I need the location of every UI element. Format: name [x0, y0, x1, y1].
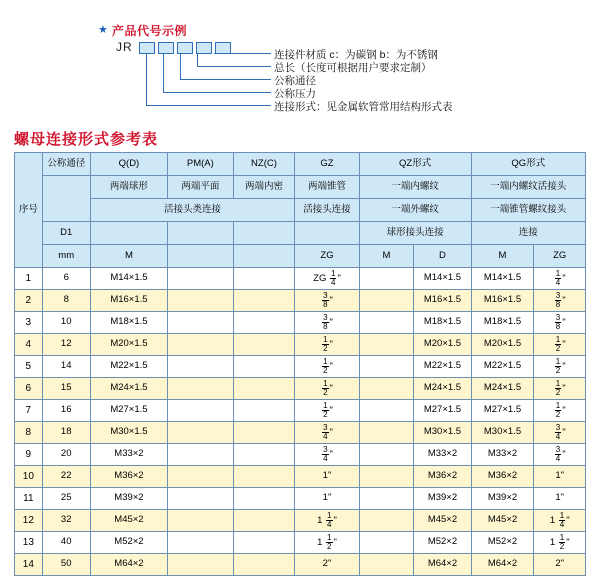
row-nz [233, 312, 295, 334]
row-pm [168, 268, 234, 290]
table-body [15, 268, 586, 576]
row-qg-m: M20×1.5 [471, 334, 534, 356]
row-pm [168, 356, 234, 378]
row-dn: 20 [42, 444, 90, 466]
row-pm [168, 466, 234, 488]
row-pm [168, 532, 234, 554]
row-qg-zg: $\frac{1}{2}$ " [534, 400, 586, 422]
row-nz [233, 290, 295, 312]
row-qz-m [359, 466, 414, 488]
row-gz: $\frac{1}{2}$ " [295, 334, 359, 356]
header-dn-label: 公称通径 [42, 153, 90, 176]
header-gz-desc: 两端锥管 [295, 176, 359, 199]
header-seq: 序号 [15, 153, 43, 268]
row-qg-zg: 1" [534, 488, 586, 510]
row-qg-m: M30×1.5 [471, 422, 534, 444]
row-nz [233, 444, 295, 466]
row-qz-d: M52×2 [414, 532, 471, 554]
row-seq: 3 [15, 312, 43, 334]
row-qz-m [359, 532, 414, 554]
row-qg-zg: 1 $\frac{1}{2}$ " [534, 532, 586, 554]
row-nz [233, 510, 295, 532]
header-group-qg: QG形式 [471, 153, 585, 176]
row-qz-d: M39×2 [414, 488, 471, 510]
row-qz-m [359, 334, 414, 356]
row-qz-d: M16×1.5 [414, 290, 471, 312]
row-qg-m: M14×1.5 [471, 268, 534, 290]
row-qg-m: M52×2 [471, 532, 534, 554]
row-qg-m: M16×1.5 [471, 290, 534, 312]
row-qz-d: M14×1.5 [414, 268, 471, 290]
row-gz: $\frac{3}{8}$ " [295, 290, 359, 312]
table-row [15, 290, 586, 312]
table-row [15, 488, 586, 510]
row-dn: 22 [42, 466, 90, 488]
legend-nominal-diameter: 公称通径 [274, 75, 316, 87]
header-qg-connection: 连接 [471, 222, 585, 245]
row-qd: M30×1.5 [90, 422, 167, 444]
row-dn: 16 [42, 400, 90, 422]
table-head [15, 153, 586, 268]
header-col-m2: M [359, 245, 414, 268]
row-dn: 10 [42, 312, 90, 334]
row-qz-d: M36×2 [414, 466, 471, 488]
legend-nominal-pressure: 公称压力 [274, 88, 316, 100]
header-qd-desc: 两端球形 [90, 176, 167, 199]
table-row [15, 268, 586, 290]
row-dn: 18 [42, 422, 90, 444]
row-qz-d: M22×1.5 [414, 356, 471, 378]
header-qz-ball-connection: 球形接头连接 [359, 222, 471, 245]
row-qd: M27×1.5 [90, 400, 167, 422]
table-row [15, 510, 586, 532]
nut-connection-table [14, 152, 586, 576]
row-gz: 1 $\frac{1}{2}$ " [295, 532, 359, 554]
row-qz-d: M33×2 [414, 444, 471, 466]
row-pm [168, 290, 234, 312]
row-qd: M24×1.5 [90, 378, 167, 400]
row-pm [168, 312, 234, 334]
row-qd: M33×2 [90, 444, 167, 466]
row-dn: 25 [42, 488, 90, 510]
row-qg-m: M45×2 [471, 510, 534, 532]
row-qg-m: M27×1.5 [471, 400, 534, 422]
row-qg-m: M64×2 [471, 554, 534, 576]
row-qd: M16×1.5 [90, 290, 167, 312]
header-unit: mm [42, 245, 90, 268]
table-row [15, 444, 586, 466]
row-qg-m: M36×2 [471, 466, 534, 488]
row-dn: 14 [42, 356, 90, 378]
row-gz: $\frac{3}{4}$ " [295, 444, 359, 466]
header-group-gz: GZ [295, 153, 359, 176]
legend-material: 连接件材质 c：为碳钢 b：为不锈钢 [274, 49, 438, 61]
header-d1-label: D1 [42, 222, 90, 245]
row-pm [168, 488, 234, 510]
header-blank-3 [233, 222, 295, 245]
row-gz: 1 $\frac{1}{4}$ " [295, 510, 359, 532]
row-qd: M45×2 [90, 510, 167, 532]
row-seq: 10 [15, 466, 43, 488]
legend-total-length: 总长（长度可根据用户要求定制） [274, 62, 432, 74]
row-qz-m [359, 422, 414, 444]
row-qd: M14×1.5 [90, 268, 167, 290]
row-qz-d: M64×2 [414, 554, 471, 576]
table-row [15, 532, 586, 554]
leader-line-4-h [163, 92, 271, 93]
row-dn: 8 [42, 290, 90, 312]
row-qz-m [359, 268, 414, 290]
table-row [15, 356, 586, 378]
row-dn: 12 [42, 334, 90, 356]
row-seq: 1 [15, 268, 43, 290]
row-nz [233, 378, 295, 400]
row-qg-m: M33×2 [471, 444, 534, 466]
row-seq: 14 [15, 554, 43, 576]
header-col-blank-pm [168, 245, 234, 268]
leader-line-1-h [214, 53, 271, 54]
table-row [15, 400, 586, 422]
row-pm [168, 444, 234, 466]
row-qd: M36×2 [90, 466, 167, 488]
leader-line-4 [163, 53, 164, 92]
row-pm [168, 334, 234, 356]
row-qg-zg: $\frac{3}{8}$ " [534, 290, 586, 312]
header-col-zg2: ZG [534, 245, 586, 268]
row-qg-m: M18×1.5 [471, 312, 534, 334]
row-qz-d: M27×1.5 [414, 400, 471, 422]
leader-line-3 [180, 53, 181, 79]
table-row [15, 378, 586, 400]
table-row [15, 334, 586, 356]
row-dn: 32 [42, 510, 90, 532]
row-qd: M64×2 [90, 554, 167, 576]
row-nz [233, 554, 295, 576]
header-blank-1 [90, 222, 167, 245]
row-qg-zg: $\frac{1}{2}$ " [534, 334, 586, 356]
row-qd: M52×2 [90, 532, 167, 554]
row-qd: M22×1.5 [90, 356, 167, 378]
star-icon: ★ [98, 24, 108, 36]
diagram-title: 产品代号示例 [112, 24, 188, 38]
table-row [15, 422, 586, 444]
row-qg-zg: $\frac{1}{2}$ " [534, 378, 586, 400]
header-dn-blank [42, 176, 90, 222]
header-qg-thread: 一端锥管螺纹接头 [471, 199, 585, 222]
header-qz-thread: 一端外螺纹 [359, 199, 471, 222]
row-nz [233, 532, 295, 554]
row-seq: 13 [15, 532, 43, 554]
row-gz: 1" [295, 488, 359, 510]
header-col-blank-nz [233, 245, 295, 268]
row-pm [168, 400, 234, 422]
row-nz [233, 488, 295, 510]
row-qz-d: M20×1.5 [414, 334, 471, 356]
header-gz-connection: 活接头连接 [295, 199, 359, 222]
row-nz [233, 466, 295, 488]
row-dn: 15 [42, 378, 90, 400]
row-gz: ZG $\frac{1}{4}$ " [295, 268, 359, 290]
header-col-d: D [414, 245, 471, 268]
header-row-1 [15, 153, 586, 176]
header-qz-desc: 一端内螺纹 [359, 176, 471, 199]
row-qg-zg: $\frac{3}{8}$ " [534, 312, 586, 334]
code-box-4 [196, 42, 212, 54]
code-box-1 [139, 42, 155, 54]
row-qd: M39×2 [90, 488, 167, 510]
header-col-m1: M [90, 245, 167, 268]
row-pm [168, 378, 234, 400]
row-gz: $\frac{3}{4}$ " [295, 422, 359, 444]
row-seq: 9 [15, 444, 43, 466]
row-qz-d: M24×1.5 [414, 378, 471, 400]
row-seq: 5 [15, 356, 43, 378]
row-dn: 40 [42, 532, 90, 554]
product-prefix: JR [116, 40, 133, 54]
table-row [15, 466, 586, 488]
row-nz [233, 400, 295, 422]
header-col-zg1: ZG [295, 245, 359, 268]
row-qz-m [359, 554, 414, 576]
code-box-2 [158, 42, 174, 54]
row-qd: M20×1.5 [90, 334, 167, 356]
header-left-connection: 活接头类连接 [90, 199, 295, 222]
row-qg-m: M39×2 [471, 488, 534, 510]
row-gz: 2" [295, 554, 359, 576]
header-blank-2 [168, 222, 234, 245]
row-qg-m: M22×1.5 [471, 356, 534, 378]
row-seq: 4 [15, 334, 43, 356]
row-seq: 12 [15, 510, 43, 532]
header-pm-desc: 两端平面 [168, 176, 234, 199]
row-pm [168, 510, 234, 532]
header-col-m3: M [471, 245, 534, 268]
row-qz-m [359, 378, 414, 400]
row-qz-m [359, 444, 414, 466]
row-qz-d: M30×1.5 [414, 422, 471, 444]
table-row [15, 312, 586, 334]
leader-line-2 [197, 53, 198, 66]
leader-line-2-h [197, 66, 271, 67]
row-gz: $\frac{3}{8}$ " [295, 312, 359, 334]
header-group-qd: Q(D) [90, 153, 167, 176]
row-gz: 1" [295, 466, 359, 488]
row-qg-m: M24×1.5 [471, 378, 534, 400]
leader-line-5 [146, 53, 147, 105]
row-dn: 6 [42, 268, 90, 290]
row-seq: 8 [15, 422, 43, 444]
row-qz-d: M18×1.5 [414, 312, 471, 334]
row-pm [168, 554, 234, 576]
row-qg-zg: $\frac{1}{2}$ " [534, 356, 586, 378]
leader-line-5-h [146, 105, 271, 106]
row-qz-m [359, 488, 414, 510]
row-qg-zg: $\frac{3}{4}$ " [534, 444, 586, 466]
header-nz-desc: 两端内密 [233, 176, 295, 199]
row-nz [233, 422, 295, 444]
row-qz-m [359, 312, 414, 334]
row-qg-zg: $\frac{3}{4}$ " [534, 422, 586, 444]
table-title: 螺母连接形式参考表 [14, 131, 159, 148]
leader-line-3-h [180, 79, 271, 80]
row-gz: $\frac{1}{2}$ " [295, 400, 359, 422]
row-seq: 2 [15, 290, 43, 312]
header-group-qz: QZ形式 [359, 153, 471, 176]
row-qz-m [359, 510, 414, 532]
header-group-nzc: NZ(C) [233, 153, 295, 176]
row-gz: $\frac{1}{2}$ " [295, 356, 359, 378]
row-qg-zg: $\frac{1}{4}$ " [534, 268, 586, 290]
row-qz-m [359, 290, 414, 312]
row-qz-d: M45×2 [414, 510, 471, 532]
row-qd: M18×1.5 [90, 312, 167, 334]
row-pm [168, 422, 234, 444]
row-gz: $\frac{1}{2}$ " [295, 378, 359, 400]
header-row-2 [15, 176, 586, 199]
row-qz-m [359, 400, 414, 422]
product-code-diagram [0, 0, 600, 122]
header-row-3 [15, 199, 586, 222]
row-seq: 7 [15, 400, 43, 422]
header-qg-desc: 一端内螺纹活接头 [471, 176, 585, 199]
header-row-4 [15, 222, 586, 245]
row-qg-zg: 2" [534, 554, 586, 576]
row-dn: 50 [42, 554, 90, 576]
row-nz [233, 268, 295, 290]
table-row [15, 554, 586, 576]
row-nz [233, 356, 295, 378]
row-qg-zg: 1" [534, 466, 586, 488]
row-qg-zg: 1 $\frac{1}{4}$ " [534, 510, 586, 532]
header-group-pma: PM(A) [168, 153, 234, 176]
row-qz-m [359, 356, 414, 378]
row-seq: 11 [15, 488, 43, 510]
header-blank-4 [295, 222, 359, 245]
row-nz [233, 334, 295, 356]
header-row-5 [15, 245, 586, 268]
row-seq: 6 [15, 378, 43, 400]
legend-connection-type: 连接形式：见金属软管常用结构形式表 [274, 101, 453, 113]
